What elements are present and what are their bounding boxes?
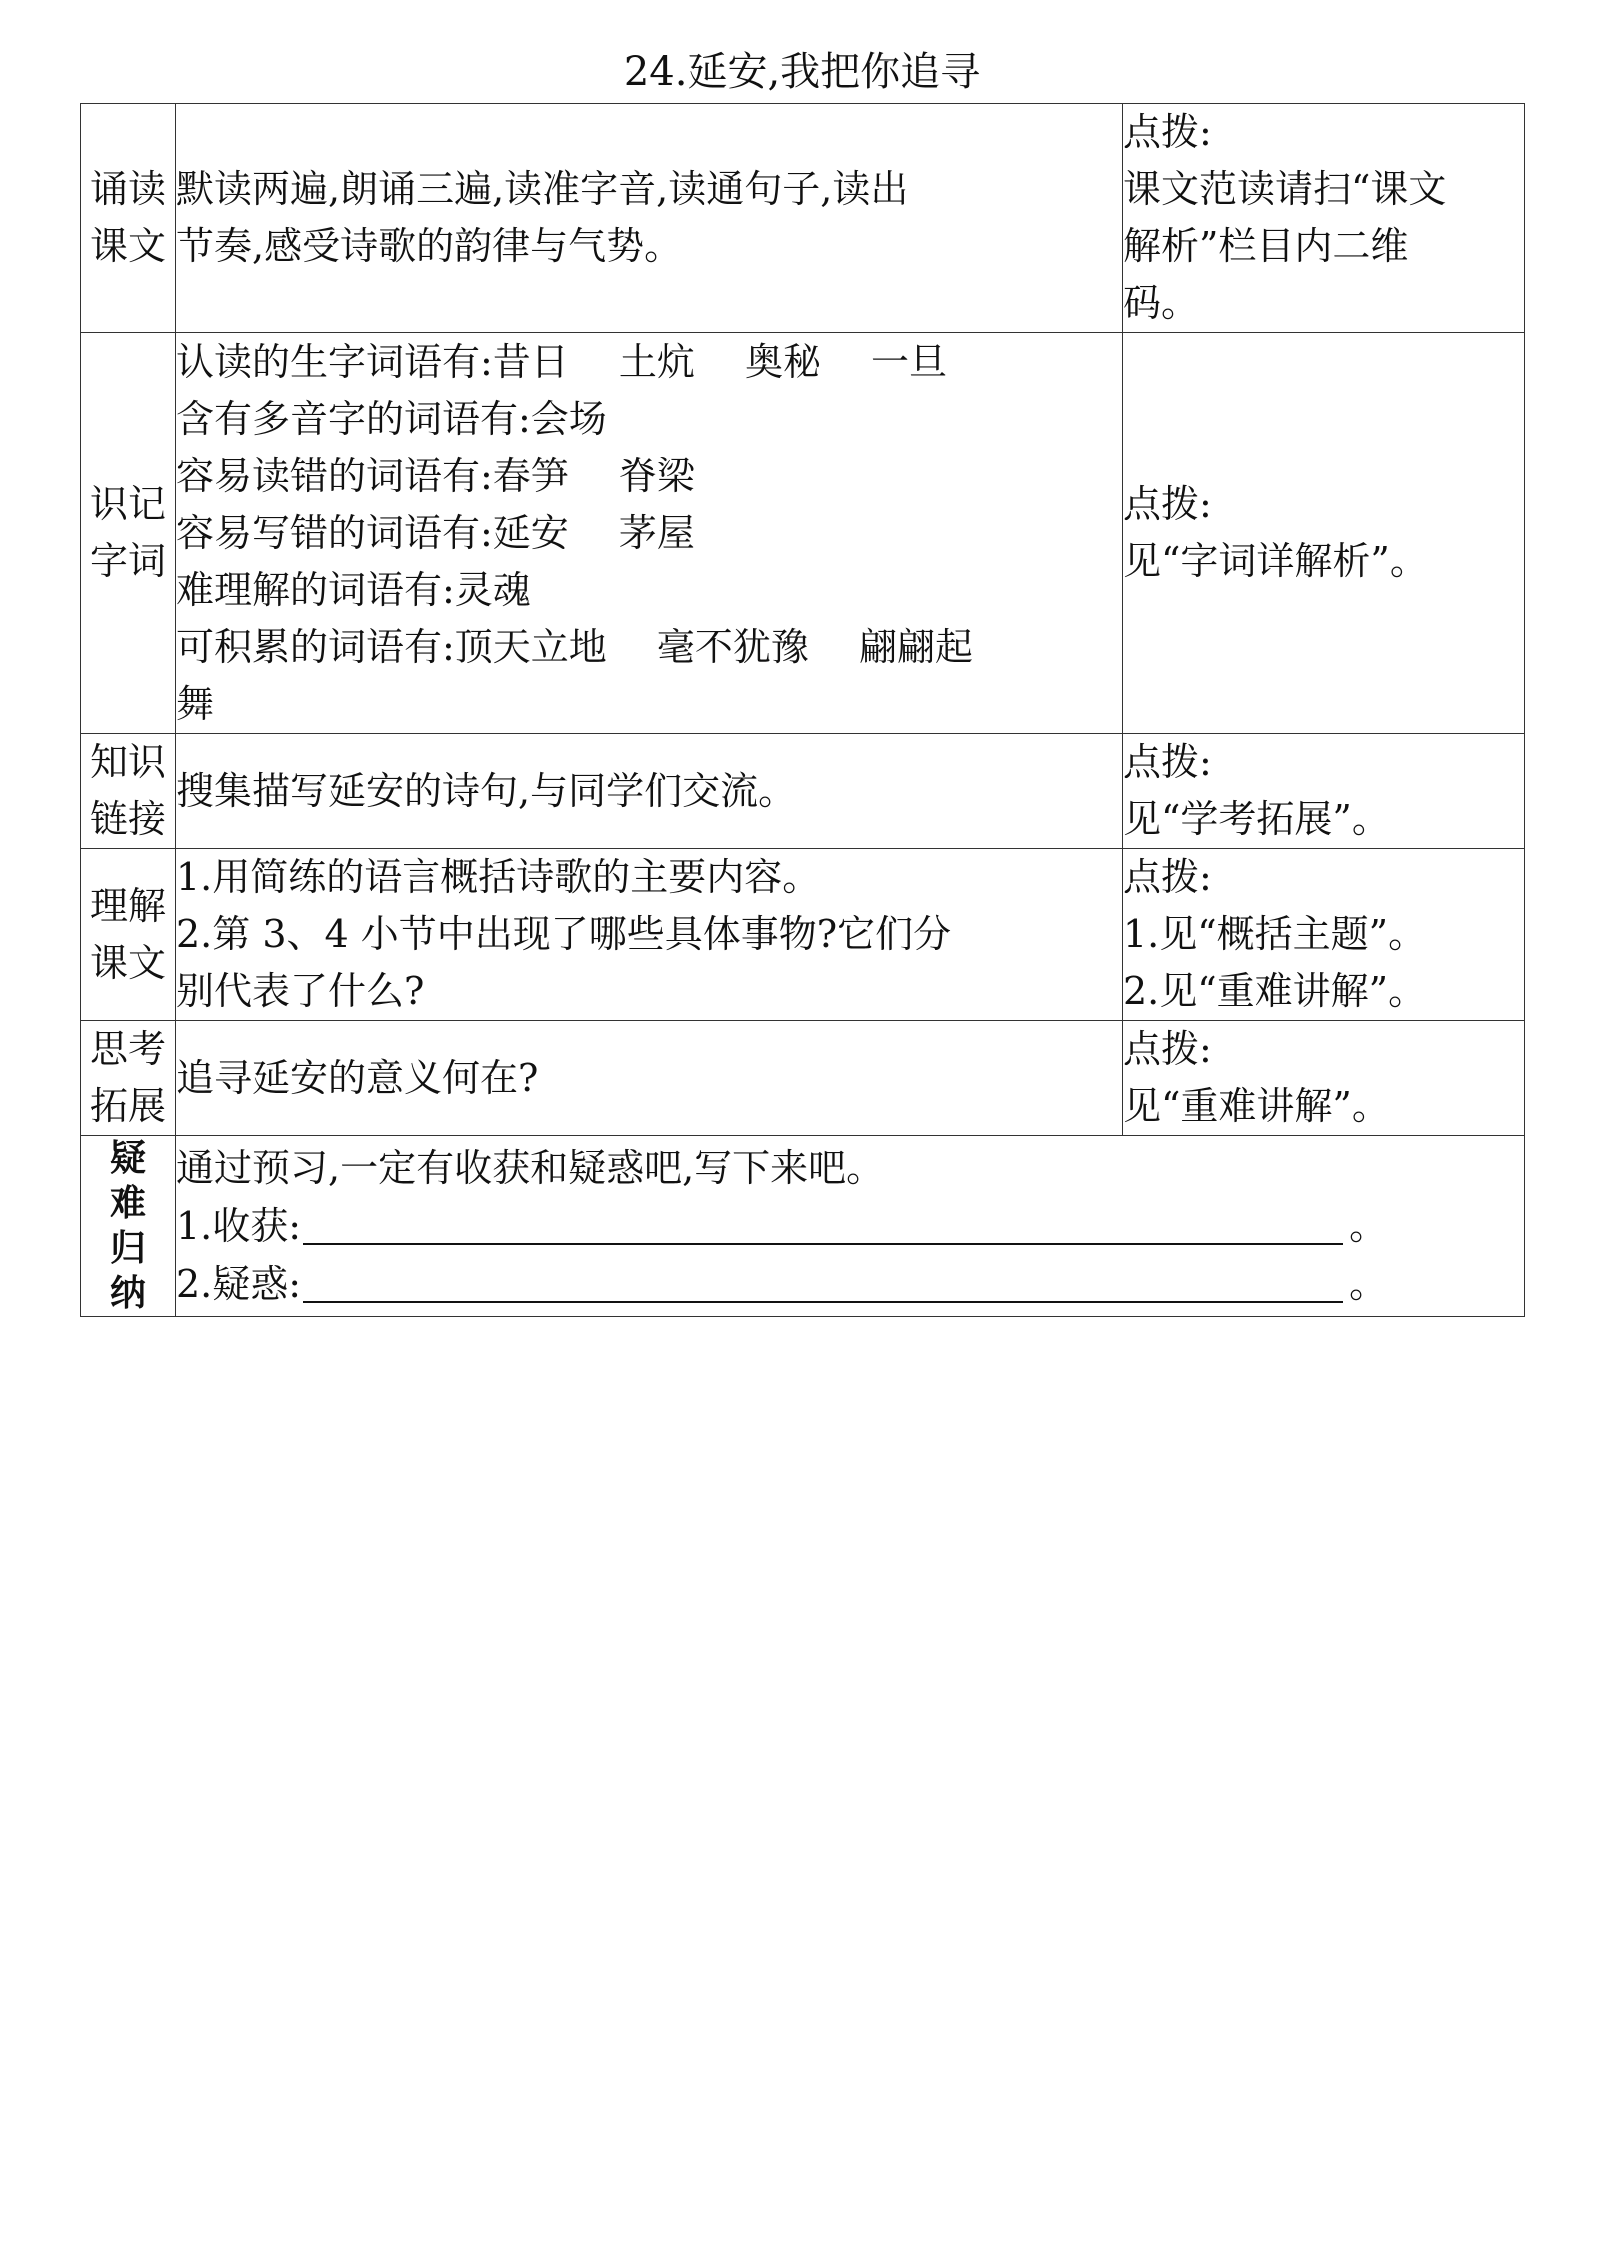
doubt-input[interactable] — [303, 1255, 1343, 1303]
row-content: 默读两遍,朗诵三遍,读准字音,读通句子,读出 节奏,感受诗歌的韵律与气势。 — [176, 104, 1123, 333]
table-row — [81, 1021, 1525, 1136]
row-label: 思考 拓展 — [81, 1021, 176, 1136]
table-row — [81, 1136, 1525, 1317]
gain-input[interactable] — [303, 1197, 1343, 1245]
table-row — [81, 734, 1525, 849]
row-content: 认读的生字词语有:昔日 土炕 奥秘 一旦 含有多音字的词语有:会场 容易读错的词语有:春笋 脊梁 容易写错的词语有:延安 茅屋 难理解的词语有:灵魂 可积累的词语有:顶天立地 毫不犹豫 翩翩起 舞 — [176, 333, 1123, 734]
table-row — [81, 333, 1525, 734]
row-label: 理解 课文 — [81, 849, 176, 1021]
row-tip: 点拨: 见“字词详解析”。 — [1123, 333, 1525, 734]
table-row — [81, 849, 1525, 1021]
table-row — [81, 104, 1525, 333]
gain-end: 。 — [1349, 1203, 1388, 1248]
row-content: 搜集描写延安的诗句,与同学们交流。 — [176, 734, 1123, 849]
row-label: 疑 难 归 纳 — [81, 1136, 176, 1317]
doubt-field — [176, 1255, 1524, 1313]
row-tip: 点拨: 课文范读请扫“课文 解析”栏目内二维 码。 — [1123, 104, 1525, 333]
summary-cell — [176, 1136, 1525, 1317]
row-content: 追寻延安的意义何在? — [176, 1021, 1123, 1136]
row-tip: 点拨: 1.见“概括主题”。 2.见“重难讲解”。 — [1123, 849, 1525, 1021]
row-content: 1.用简练的语言概括诗歌的主要内容。 2.第 3、4 小节中出现了哪些具体事物?它们分 别代表了什么? — [176, 849, 1123, 1021]
row-label: 识记 字词 — [81, 333, 176, 734]
doubt-end: 。 — [1349, 1261, 1388, 1306]
row-tip: 点拨: 见“重难讲解”。 — [1123, 1021, 1525, 1136]
row-label: 知识 链接 — [81, 734, 176, 849]
row-label: 诵读 课文 — [81, 104, 176, 333]
summary-intro: 通过预习,一定有收获和疑惑吧,写下来吧。 — [176, 1145, 885, 1190]
row-tip: 点拨: 见“学考拓展”。 — [1123, 734, 1525, 849]
gain-field — [176, 1197, 1524, 1255]
gain-label: 1.收获: — [176, 1203, 302, 1248]
preview-table — [80, 103, 1525, 1317]
doubt-label: 2.疑惑: — [176, 1261, 302, 1306]
page-title: 24.延安,我把你追寻 — [623, 49, 981, 95]
